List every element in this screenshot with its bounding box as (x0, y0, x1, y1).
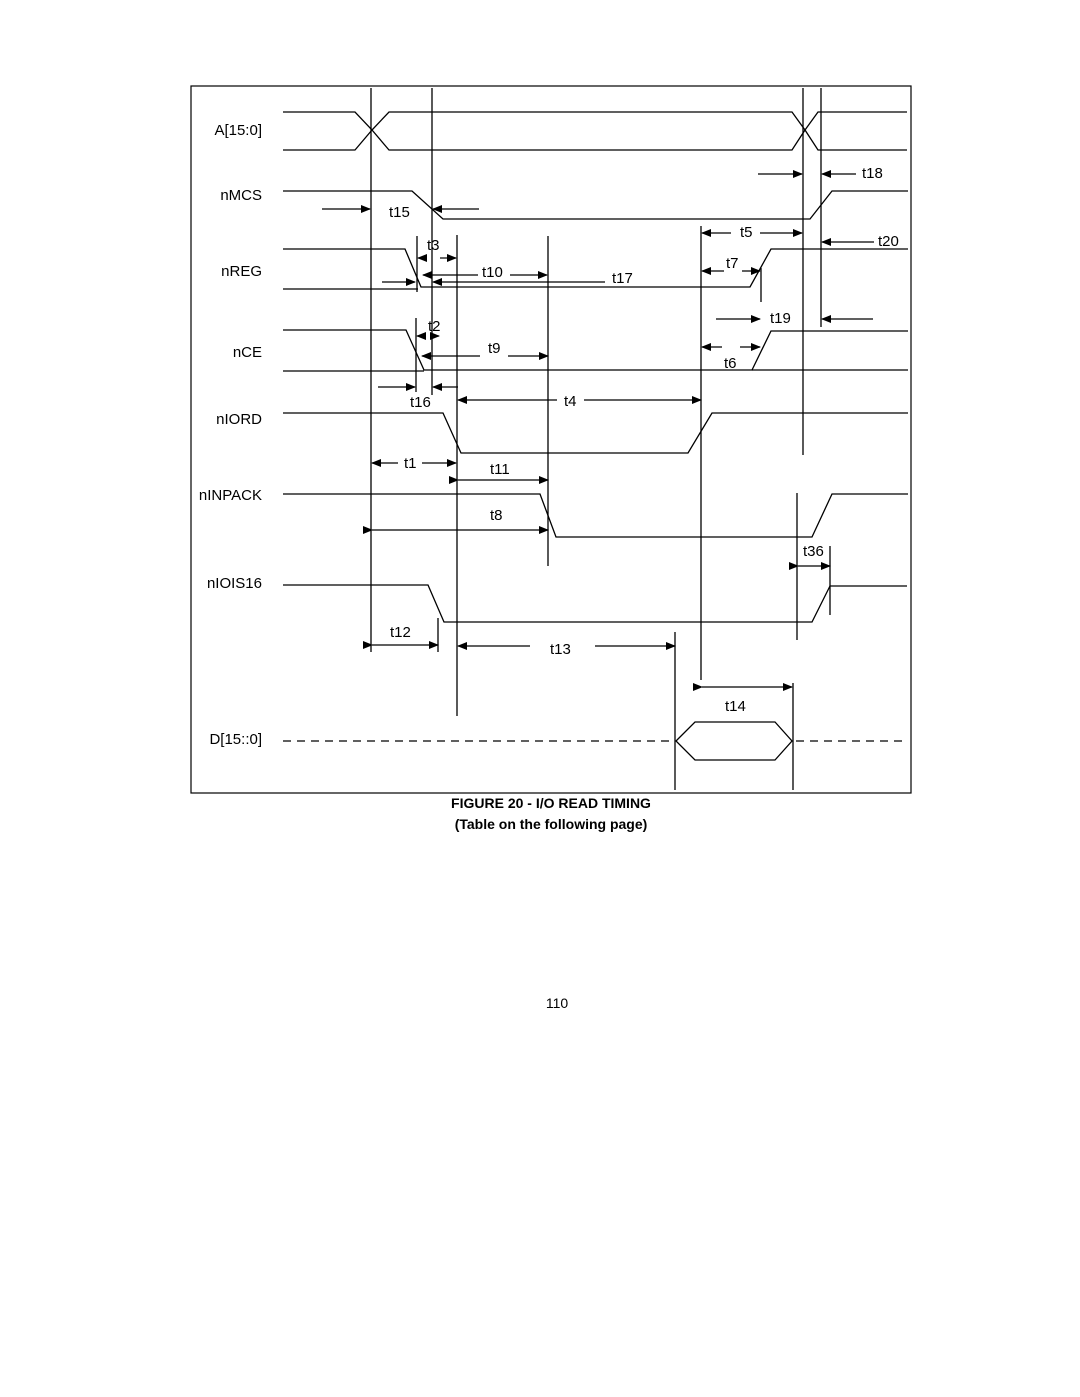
figure-subtitle: (Table on the following page) (454, 816, 648, 832)
signal-label-nce: nCE (232, 344, 262, 361)
signal-label-niord: nIORD (216, 411, 262, 428)
niois16-waveform (283, 585, 907, 622)
timing-label-t8: t8 (490, 507, 503, 524)
timing-label-t1: t1 (404, 455, 417, 472)
timing-label-t6: t6 (724, 355, 737, 372)
timing-label-t20: t20 (878, 233, 899, 250)
timing-label-t13: t13 (550, 641, 571, 658)
signal-label-nreg: nREG (221, 263, 262, 280)
niord-waveform (283, 413, 908, 453)
figure-title: FIGURE 20 - I/O READ TIMING (451, 795, 651, 811)
nce-waveform (283, 330, 908, 370)
signal-label-niois16: nIOIS16 (206, 575, 262, 592)
timing-label-t15: t15 (389, 204, 410, 221)
timing-label-t10: t10 (482, 264, 503, 281)
a-bus-waveform (283, 112, 907, 150)
timing-label-t5: t5 (740, 224, 753, 241)
timing-label-t17: t17 (612, 270, 633, 287)
timing-label-t14: t14 (725, 698, 746, 715)
timing-label-t12: t12 (390, 624, 411, 641)
signal-label-a: A[15:0] (214, 122, 262, 139)
nreg-waveform (283, 249, 908, 287)
timing-label-t2: t2 (428, 318, 441, 335)
timing-label-t4: t4 (564, 393, 577, 410)
page-number: 110 (545, 995, 569, 1011)
timing-label-t7: t7 (726, 255, 739, 272)
data-valid-window (676, 722, 792, 760)
timing-label-t11: t11 (490, 461, 510, 478)
timing-label-t3: t3 (427, 237, 440, 254)
signal-label-d: D[15::0] (209, 731, 262, 748)
timing-label-t16: t16 (410, 394, 431, 411)
nmcs-waveform (283, 191, 908, 219)
timing-label-t36: t36 (803, 543, 824, 560)
reference-lines (371, 88, 830, 790)
timing-label-t19: t19 (770, 310, 791, 327)
timing-label-t9: t9 (488, 340, 501, 357)
signal-label-ninpack: nINPACK (198, 487, 262, 504)
timing-label-t18: t18 (862, 165, 883, 182)
signal-label-nmcs: nMCS (220, 187, 262, 204)
